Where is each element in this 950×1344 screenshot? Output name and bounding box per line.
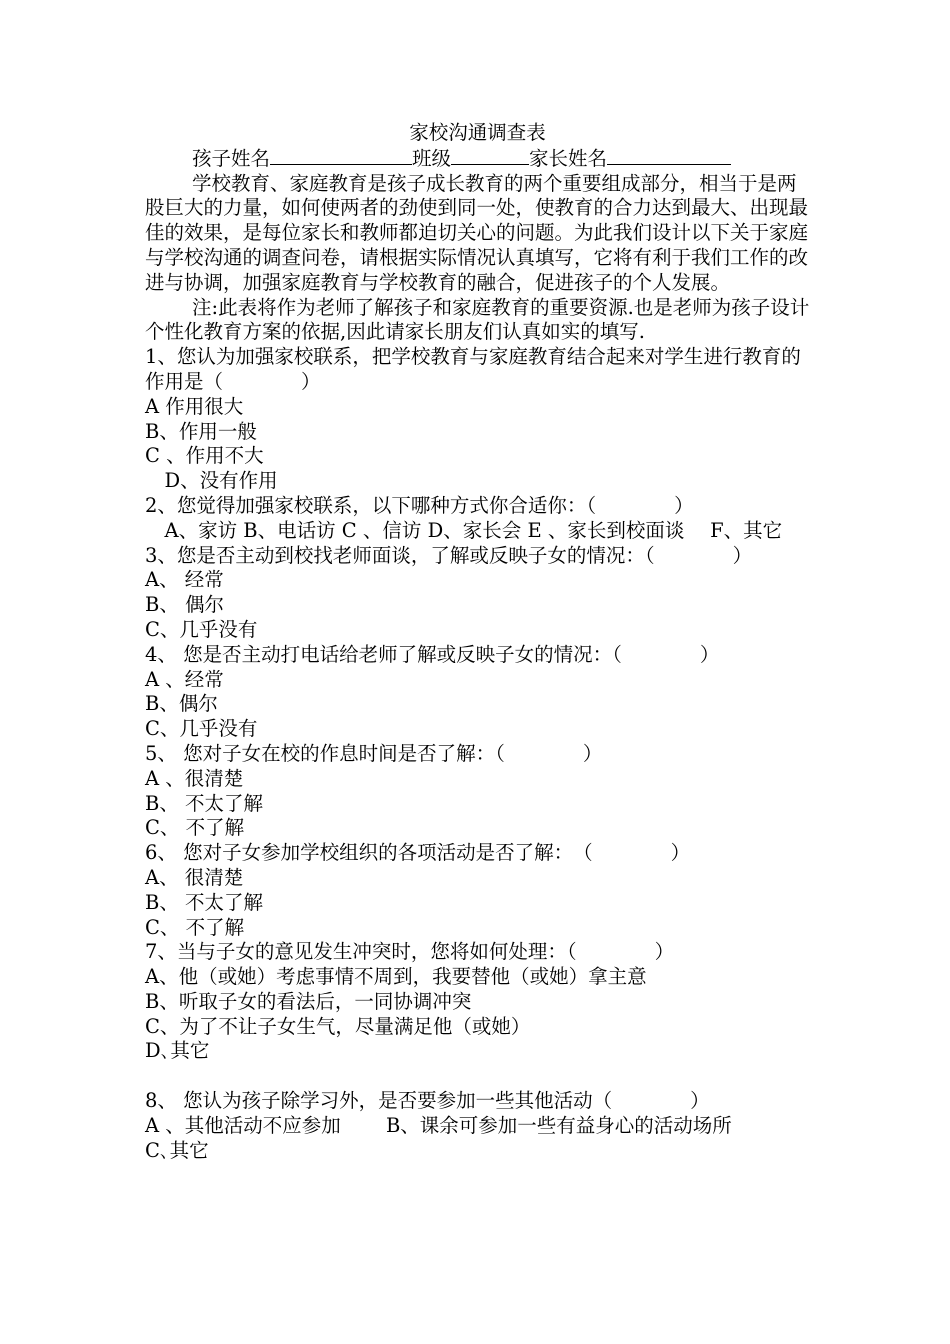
intro-paragraph: 学校教育、家庭教育是孩子成长教育的两个重要组成部分，相当于是两股巨大的力量，如何使两者的劲使到同一处，使教育的合力达到最大、出现最佳的效果，是每位家长和教师都迫切关心的问题。为此我们设计以下关于家庭与学校沟通的调查问卷，请根据实际情况认真填写，它将有利于我们工作的改进与协调，加强家庭教育与学校教育的融合，促进孩子的个人发展。 <box>145 171 809 294</box>
option-list[interactable]: A、家访 B、电话访 C 、信访 D、家长会 E 、家长到校面谈 F、其它 <box>145 518 783 542</box>
parent-name-blank[interactable] <box>607 146 731 165</box>
question-7 <box>145 940 810 1064</box>
info-line <box>145 146 810 172</box>
question-text: 8、 您认为孩子除学习外，是否要参加一些其他活动（ ） <box>145 1089 710 1113</box>
child-name-label: 孩子姓名 <box>192 146 271 170</box>
question-8 <box>145 1089 810 1163</box>
option-a[interactable]: A 、很清楚 <box>145 766 244 790</box>
option-b[interactable]: B、作用一般 <box>145 419 257 443</box>
question-text: 6、 您对子女参加学校组织的各项活动是否了解： （ ） <box>145 841 691 865</box>
question-text: 5、 您对子女在校的作息时间是否了解：（ ） <box>145 741 603 765</box>
class-label: 班级 <box>412 146 452 170</box>
question-text: 2、您觉得加强家校联系，以下哪种方式你合适你：（ ） <box>145 493 694 517</box>
child-name-blank[interactable] <box>270 146 412 165</box>
option-c[interactable]: C、 不了解 <box>145 816 245 840</box>
note-paragraph: 注:此表将作为老师了解孩子和家庭教育的重要资源.也是老师为孩子设计个性化教育方案的依据,因此请家长朋友们认真如实的填写. <box>145 295 810 344</box>
option-b[interactable]: B、 不太了解 <box>145 791 264 815</box>
option-c[interactable]: C、几乎没有 <box>145 717 258 741</box>
question-6 <box>145 841 810 940</box>
option-b[interactable]: B、偶尔 <box>145 692 218 716</box>
option-c[interactable]: C、几乎没有 <box>145 617 258 641</box>
option-a-b[interactable]: A 、其他活动不应参加 B、课余可参加一些有益身心的活动场所 <box>145 1113 732 1137</box>
option-a[interactable]: A 、经常 <box>145 667 224 691</box>
option-c[interactable]: C、 不了解 <box>145 915 245 939</box>
question-4 <box>145 643 810 742</box>
class-blank[interactable] <box>451 146 529 165</box>
option-c[interactable]: C､其它 <box>145 1138 209 1162</box>
option-a[interactable]: A、 经常 <box>145 568 224 592</box>
option-b[interactable]: B、 偶尔 <box>145 593 225 617</box>
question-text: 7、当与子女的意见发生冲突时，您将如何处理：（ ） <box>145 940 675 964</box>
question-2 <box>145 494 810 544</box>
question-1 <box>145 345 810 494</box>
option-d[interactable]: D、没有作用 <box>145 469 278 493</box>
option-a[interactable]: A 作用很大 <box>145 394 244 418</box>
option-b[interactable]: B、 不太了解 <box>145 890 264 914</box>
question-text: 3、您是否主动到校找老师面谈，了解或反映子女的情况：（ ） <box>145 543 753 567</box>
option-b[interactable]: B、听取子女的看法后，一同协调冲突 <box>145 989 472 1013</box>
option-d[interactable]: D､其它 <box>145 1039 210 1063</box>
question-text: 4、 您是否主动打电话给老师了解或反映子女的情况：（ ） <box>145 642 720 666</box>
option-a[interactable]: A、他（或她）考虑事情不周到，我要替他（或她）拿主意 <box>145 965 647 989</box>
question-3 <box>145 544 810 643</box>
survey-document <box>145 121 810 1163</box>
question-5 <box>145 742 810 841</box>
question-text: 1、您认为加强家校联系，把学校教育与家庭教育结合起来对学生进行教育的作用是（ ） <box>145 345 801 393</box>
page-title: 家校沟通调查表 <box>409 121 546 144</box>
spacer <box>145 1064 810 1089</box>
option-c[interactable]: C、为了不让子女生气，尽量满足他（或她） <box>145 1014 531 1038</box>
parent-name-label: 家长姓名 <box>529 146 608 170</box>
option-a[interactable]: A、 很清楚 <box>145 865 244 889</box>
option-c[interactable]: C 、作用不大 <box>145 444 264 468</box>
